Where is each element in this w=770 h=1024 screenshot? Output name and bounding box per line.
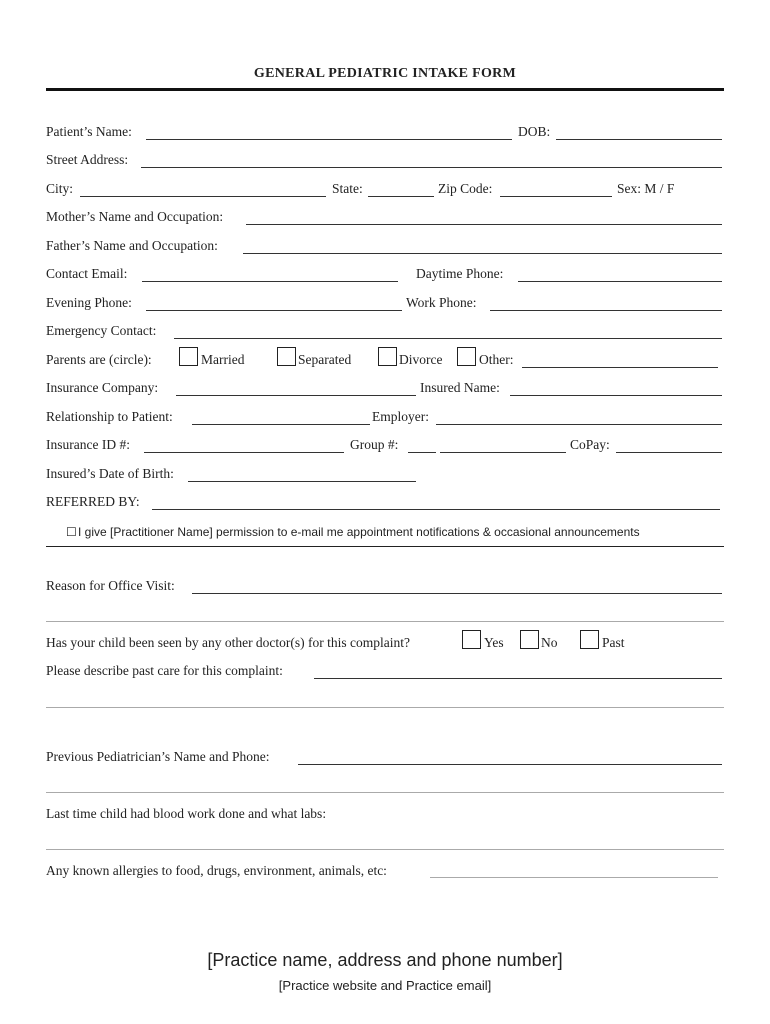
employer-field[interactable]	[436, 424, 722, 425]
reason-extra-line[interactable]	[46, 621, 724, 622]
other-checkbox[interactable]	[457, 347, 476, 366]
describe-label: Please describe past care for this complaint:	[46, 663, 283, 678]
email-label: Contact Email:	[46, 266, 128, 281]
insured-name-label: Insured Name:	[420, 380, 500, 395]
patient-name-field[interactable]	[146, 139, 512, 140]
dob-label: DOB:	[518, 124, 551, 139]
form-title: GENERAL PEDIATRIC INTAKE FORM	[253, 66, 517, 81]
emergency-field[interactable]	[174, 338, 722, 339]
emergency-label: Emergency Contact:	[46, 323, 157, 338]
blood-work-label: Last time child had blood work done and what labs:	[46, 806, 327, 821]
referred-label: REFERRED BY:	[46, 494, 140, 509]
parents-label: Parents are (circle):	[46, 352, 152, 367]
divorce-label: Divorce	[399, 352, 443, 367]
yes-checkbox[interactable]	[462, 630, 481, 649]
work-phone-field[interactable]	[490, 310, 722, 311]
mother-label: Mother’s Name and Occupation:	[46, 209, 224, 224]
prev-pediatrician-field[interactable]	[298, 764, 722, 765]
street-label: Street Address:	[46, 152, 129, 167]
insurance-id-field[interactable]	[144, 452, 344, 453]
separated-checkbox[interactable]	[277, 347, 296, 366]
patient-name-label: Patient’s Name:	[46, 124, 132, 139]
practice-website: [Practice website and Practice email]	[278, 978, 492, 993]
copay-label: CoPay:	[570, 437, 610, 452]
zip-field[interactable]	[500, 196, 612, 197]
dob-field[interactable]	[556, 139, 722, 140]
referred-field[interactable]	[152, 509, 720, 510]
insured-dob-label: Insured’s Date of Birth:	[46, 466, 174, 481]
other-label: Other:	[479, 352, 514, 367]
married-label: Married	[201, 352, 245, 367]
allergies-label: Any known allergies to food, drugs, environment, animals, etc:	[46, 863, 387, 878]
group-label: Group #:	[350, 437, 399, 452]
relationship-field[interactable]	[192, 424, 370, 425]
evening-phone-field[interactable]	[146, 310, 402, 311]
prev-pediatrician-extra-line[interactable]	[46, 792, 724, 793]
relationship-label: Relationship to Patient:	[46, 409, 173, 424]
no-checkbox[interactable]	[520, 630, 539, 649]
past-label: Past	[602, 635, 625, 650]
work-phone-label: Work Phone:	[406, 295, 477, 310]
describe-field[interactable]	[314, 678, 722, 679]
past-checkbox[interactable]	[580, 630, 599, 649]
employer-label: Employer:	[372, 409, 429, 424]
yes-label: Yes	[484, 635, 504, 650]
no-label: No	[541, 635, 558, 650]
insurance-company-label: Insurance Company:	[46, 380, 159, 395]
email-field[interactable]	[142, 281, 398, 282]
father-label: Father’s Name and Occupation:	[46, 238, 218, 253]
daytime-phone-field[interactable]	[518, 281, 722, 282]
reason-field[interactable]	[192, 593, 722, 594]
group-field-b[interactable]	[440, 452, 566, 453]
reason-label: Reason for Office Visit:	[46, 578, 175, 593]
state-field[interactable]	[368, 196, 434, 197]
state-label: State:	[332, 181, 363, 196]
zip-label: Zip Code:	[438, 181, 493, 196]
copay-field[interactable]	[616, 452, 722, 453]
insurance-id-label: Insurance ID #:	[46, 437, 130, 452]
prev-pediatrician-label: Previous Pediatrician’s Name and Phone:	[46, 749, 270, 764]
group-field-a[interactable]	[408, 452, 436, 453]
practice-info: [Practice name, address and phone number]	[207, 950, 563, 970]
city-label: City:	[46, 181, 74, 196]
consent-text: I give [Practitioner Name] permission to e-mail me appointment notifications & occasional announcements	[78, 525, 640, 539]
insurance-company-field[interactable]	[176, 395, 416, 396]
daytime-phone-label: Daytime Phone:	[416, 266, 504, 281]
divorce-checkbox[interactable]	[378, 347, 397, 366]
consent-rule	[46, 546, 724, 547]
other-field[interactable]	[522, 367, 718, 368]
allergies-field[interactable]	[430, 877, 718, 878]
consent-checkbox[interactable]: ☐	[66, 525, 77, 539]
married-checkbox[interactable]	[179, 347, 198, 366]
father-field[interactable]	[243, 253, 722, 254]
describe-extra-line[interactable]	[46, 707, 724, 708]
blood-work-line[interactable]	[46, 849, 724, 850]
separated-label: Separated	[298, 352, 352, 367]
city-field[interactable]	[80, 196, 326, 197]
evening-phone-label: Evening Phone:	[46, 295, 132, 310]
mother-field[interactable]	[246, 224, 722, 225]
street-field[interactable]	[141, 167, 722, 168]
sex-label[interactable]: Sex: M / F	[617, 181, 675, 196]
insured-dob-field[interactable]	[188, 481, 416, 482]
title-rule	[46, 88, 724, 91]
insured-name-field[interactable]	[510, 395, 722, 396]
seen-by-label: Has your child been seen by any other doctor(s) for this complaint?	[46, 635, 411, 650]
